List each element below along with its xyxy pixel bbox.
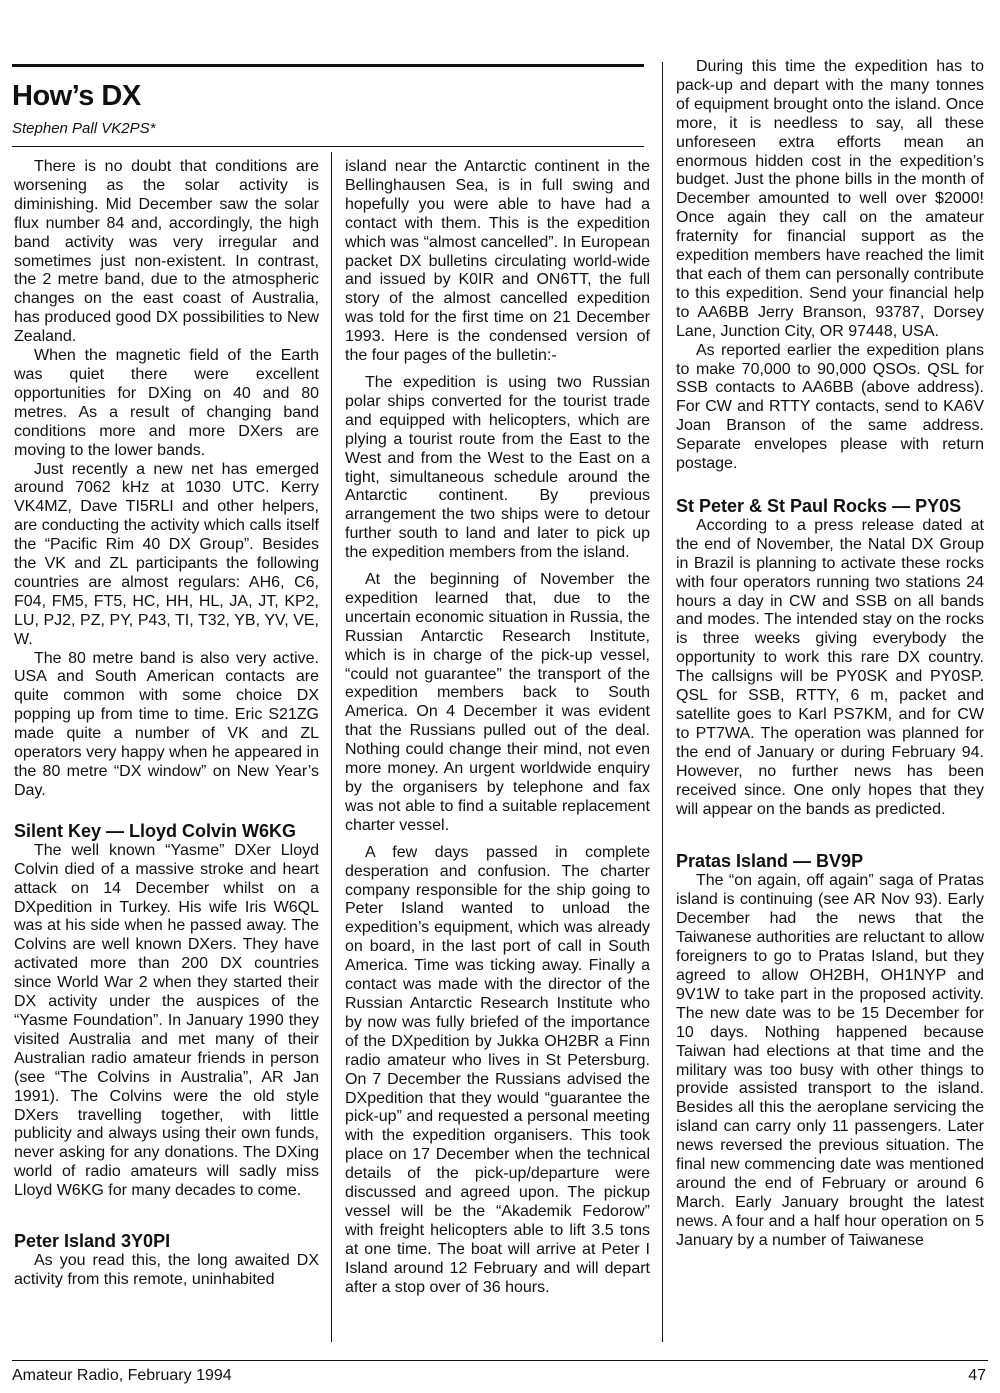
paragraph: According to a press release dated at the end of November, the Natal DX Group in Brazil is planning to activate these rocks with four operators running two stations 24 hours a day in CW and SSB on all bands and modes. The intended stay on the rocks is three weeks giving everybody the opportunity to work this rare DX country. The callsigns will be PY0SK and PY0SP. QSL for SSB, RTTY, 6 m, packet and satellite goes to Karl PS7KM, and for CW to PT7WA. The operation was planned for the end of January or during February 94. However, no further news has been received since. One only hopes that they will appear on the bands as predicted. xyxy=(676,516,984,818)
column-1 xyxy=(14,158,319,1290)
header-rule-thick xyxy=(12,64,644,67)
spacer xyxy=(14,801,319,821)
spacer xyxy=(676,474,984,496)
paragraph: island near the Antarctic continent in the Bellinghausen Sea, is in full swing and hopefully you were able to have had a contact with them. This is the expedition which was “almost cancelled”. In European packet DX bulletins circulating world-wide and issued by K0IR and ON6TT, the full story of the almost cancelled expedition was told for the first time on 21 December 1993. Here is the condensed version of the four pages of the bulletin:- xyxy=(345,158,650,365)
byline: Stephen Pall VK2PS* xyxy=(12,120,156,137)
page-number: 47 xyxy=(968,1367,986,1384)
paragraph: The “on again, off again” saga of Pratas island is continuing (see AR Nov 93). Early December had the news that the Taiwanese authorities are reluctant to allow foreigners to go to Pratas Island, but they agreed to allow OH2BH, OH1NYP and 9V1W to take part in the proposed activity. The new date was to be 15 December for 10 days. Nothing happened because Taiwan had elections at that time and the military was too busy with other things to provide assisted transport to the island. Besides all this the aeroplane servicing the island can carry only 11 passengers. Later news reversed the previous situation. The final new commencing date was mentioned around the end of February or around 6 March. Early January brought the latest news. A four and a half hour operation on 5 January by a number of Taiwanese xyxy=(676,872,984,1249)
column-divider-2 xyxy=(662,62,663,1342)
header-rule-thin xyxy=(12,146,644,147)
paragraph: There is no doubt that conditions are worsening as the solar activity is diminishing. Mid December saw the solar flux number 84 and, accordingly, the high band activity was very irregular and sometimes just non-existent. In contrast, the 2 metre band, due to the atmospheric changes on the east coast of Australia, has produced good DX possibilities to New Zealand. xyxy=(14,158,319,346)
spacer xyxy=(345,836,650,844)
footer-rule xyxy=(12,1360,988,1361)
spacer xyxy=(345,563,650,571)
paragraph: A few days passed in complete desperation and confusion. The charter company responsible for the ship going to Peter Island wanted to unload the expedition’s equipment, which was already on board, in the last port of call in South America. Time was ticking away. Finally a contact was made with the director of the Russian Antarctic Research Institute who by now was fully briefed of the importance of the DXpedition by Jukka OH2BR a Finn radio amateur who lives in St Petersburg. On 7 December the Russians advised the DXpedition that they would “guarantee the pick-up” and requested a personal meeting with the expedition organisers. This took place on 17 December when the technical details of the pick-up/departure were discussed and agreed upon. The pickup vessel will be the “Akademik Fedorow” with freight helicopters able to lift 3.5 tons at one time. The boat will arrive at Peter I Island around 12 February and will depart after a stop over of 36 hours. xyxy=(345,843,650,1296)
paragraph: As you read this, the long awaited DX activity from this remote, uninhabited xyxy=(14,1252,319,1288)
paragraph: As reported earlier the expedition plans to make 70,000 to 90,000 QSOs. QSL for SSB contacts to AA6BB (above address). For CW and RTTY contacts, send to KA6V Joan Branson of the same address. Separate envelopes please with return postage. xyxy=(676,341,984,473)
paragraph: During this time the expedition has to pack-up and depart with the many tonnes of equipment brought onto the island. Once more, it is needless to say, all these unforeseen extra efforts mean an enormous hidden cost in the expedition’s budget. Just the phone bills in the month of December amounted to well over $2000! Once again they call on the amateur fraternity for financial support as the expedition members have reached the limit that each of them can personally contribute to this expedition. Send your financial help to AA6BB Jerry Branson, 93787, Dorsey Lane, Junction City, OR 97448, USA. xyxy=(676,58,984,340)
section-heading-st-peter-st-paul: St Peter & St Paul Rocks — PY0S xyxy=(676,495,962,516)
spacer xyxy=(14,1201,319,1231)
column-2 xyxy=(345,158,650,1297)
column-divider-1 xyxy=(331,152,332,1342)
spacer xyxy=(345,366,650,374)
section-heading-pratas-island: Pratas Island — BV9P xyxy=(676,851,864,872)
paragraph: The expedition is using two Russian polar ships converted for the tourist trade and equipped with helicopters, which are plying a tourist route from the East to the West and from the West to the East on a tight, simultaneous schedule around the Antarctic continent. By previous arrangement the two ships were to detour further south to land and later to pick up the expedition members from the island. xyxy=(345,373,650,562)
paragraph: The well known “Yasme” DXer Lloyd Colvin died of a massive stroke and heart attack on 14 December whilst on a DXpedition in Turkey. His wife Iris W6QL was at his side when he passed away. The Colvins are well known DXers. They have activated more than 200 DX countries since World War 2 when they started their DX activity under the auspices of the “Yasme Foundation”. In January 1990 they visited Australia and met many of their Australian radio amateur friends in person (see “The Colvins in Australia”, AR Jan 1991). The Colvins were the old style DXers travelling together, with little publicity and always using their own funds, never asking for any donations. The DXing world of radio amateurs will sadly miss Lloyd W6KG for many decades to come. xyxy=(14,841,319,1200)
column-3 xyxy=(676,58,984,1251)
section-heading-peter-island: Peter Island 3Y0PI xyxy=(14,1231,171,1252)
paragraph: The 80 metre band is also very active. USA and South American contacts are quite common with some choice DX popping up from time to time. Eric S21ZG made quite a number of VK and ZL operators very happy when he appeared in the 80 metre “DX window” on New Year’s Day. xyxy=(14,649,319,799)
paragraph: When the magnetic field of the Earth was quiet there were excellent opportunities for DXing on 40 and 80 metres. As a result of changing band conditions more and more DXers are moving to the lower bands. xyxy=(14,347,319,459)
spacer xyxy=(676,819,984,851)
paragraph: Just recently a new net has emerged around 7062 kHz at 1030 UTC. Kerry VK4MZ, Dave TI5RLI and other helpers, are conducting the activity which calls itself the “Pacific Rim 40 DX Group”. Besides the VK and ZL participants the following countries are almost regulars: AH6, C6, F04, FM5, FT5, HC, HH, HL, JA, JT, KP2, LU, PJ2, PZ, PY, P43, TI, T32, YB, YV, VE, W. xyxy=(14,460,319,648)
footer-publication: Amateur Radio, February 1994 xyxy=(12,1367,232,1384)
page-title: How’s DX xyxy=(12,80,141,112)
paragraph: At the beginning of November the expedition learned that, due to the uncertain economic situation in Russia, the Russian Antarctic Research Institute, which is in charge of the pick-up vessel, “could not guarantee” the transport of the expedition members back to South America. On 4 December it was evident that the Russians pulled out of the deal. Nothing could change their mind, not even more money. An urgent worldwide enquiry by the organisers by telephone and fax was not able to find a suitable replacement charter vessel. xyxy=(345,571,650,834)
section-heading-silent-key: Silent Key — Lloyd Colvin W6KG xyxy=(14,820,297,841)
